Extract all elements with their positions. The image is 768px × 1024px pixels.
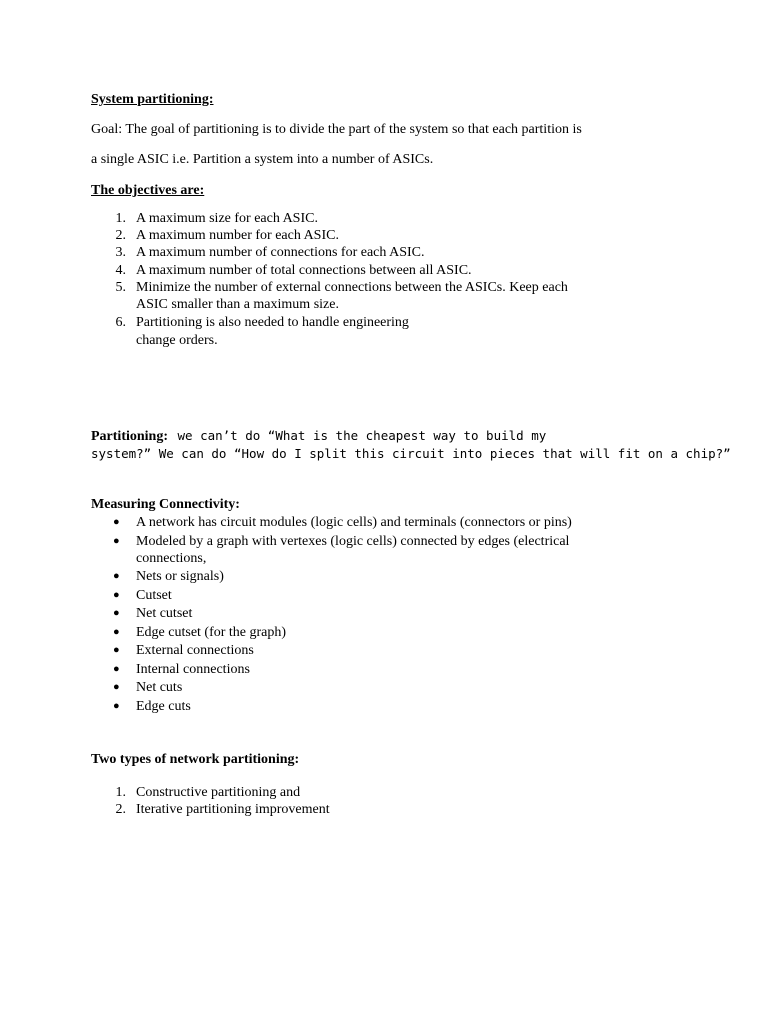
goal-text-line-1: Goal: The goal of partitioning is to divide the part of the system so that each partition is xyxy=(91,122,582,137)
list-number: 4. xyxy=(115,263,126,278)
list-item-text-continued: change orders. xyxy=(136,333,218,348)
list-number: 5. xyxy=(115,280,126,295)
list-number: 2. xyxy=(115,228,126,243)
list-item-text: Net cutset xyxy=(136,606,193,621)
partitioning-paragraph-line-2: system?” We can do “How do I split this circuit into pieces that will fit on a chip?” xyxy=(91,446,731,461)
bullet-icon: ● xyxy=(113,589,120,601)
bullet-icon: ● xyxy=(113,626,120,638)
bullet-icon: ● xyxy=(113,607,120,619)
list-number: 1. xyxy=(115,211,126,226)
list-item-text: Edge cutset (for the graph) xyxy=(136,625,287,640)
bullet-icon: ● xyxy=(113,681,120,693)
list-item-text: A maximum number for each ASIC. xyxy=(136,228,339,243)
list-item-text: Modeled by a graph with vertexes (logic cells) connected by edges (electrical xyxy=(136,534,570,549)
bullet-icon: ● xyxy=(113,570,120,582)
bullet-icon: ● xyxy=(113,644,120,656)
bullet-icon: ● xyxy=(113,663,120,675)
section-heading-measuring-connectivity: Measuring Connectivity: xyxy=(91,497,240,512)
bullet-icon: ● xyxy=(113,700,120,712)
partitioning-text: we can’t do “What is the cheapest way to build my xyxy=(177,428,547,443)
list-item-text: A maximum number of total connections between all ASIC. xyxy=(136,263,472,278)
list-item-text-continued: ASIC smaller than a maximum size. xyxy=(136,297,339,312)
list-number: 2. xyxy=(115,802,126,817)
list-item-text: A network has circuit modules (logic cells) and terminals (connectors or pins) xyxy=(136,515,572,530)
section-heading-two-types: Two types of network partitioning: xyxy=(91,752,300,767)
partitioning-label: Partitioning: xyxy=(91,429,168,444)
list-item-text: Constructive partitioning and xyxy=(136,785,301,800)
list-number: 6. xyxy=(115,315,126,330)
list-item-text: Net cuts xyxy=(136,680,183,695)
list-item-text: Nets or signals) xyxy=(136,569,224,584)
list-item-text: A maximum size for each ASIC. xyxy=(136,211,318,226)
list-item-text-continued: connections, xyxy=(136,551,207,566)
list-item-text: Edge cuts xyxy=(136,699,191,714)
list-item-text: Partitioning is also needed to handle engineering xyxy=(136,315,409,330)
list-number: 1. xyxy=(115,785,126,800)
list-item-text: Internal connections xyxy=(136,662,250,677)
bullet-icon: ● xyxy=(113,535,120,547)
section-heading-system-partitioning: System partitioning: xyxy=(91,92,214,107)
section-heading-objectives: The objectives are: xyxy=(91,183,205,198)
list-item-text: A maximum number of connections for each ASIC. xyxy=(136,245,425,260)
list-item-text: Minimize the number of external connections between the ASICs. Keep each xyxy=(136,280,568,295)
goal-text-line-2: a single ASIC i.e. Partition a system into a number of ASICs. xyxy=(91,152,434,167)
list-item-text: Cutset xyxy=(136,588,172,603)
bullet-icon: ● xyxy=(113,516,120,528)
list-number: 3. xyxy=(115,245,126,260)
list-item-text: Iterative partitioning improvement xyxy=(136,802,330,817)
list-item-text: External connections xyxy=(136,643,254,658)
partitioning-paragraph-line-1 xyxy=(91,427,546,445)
